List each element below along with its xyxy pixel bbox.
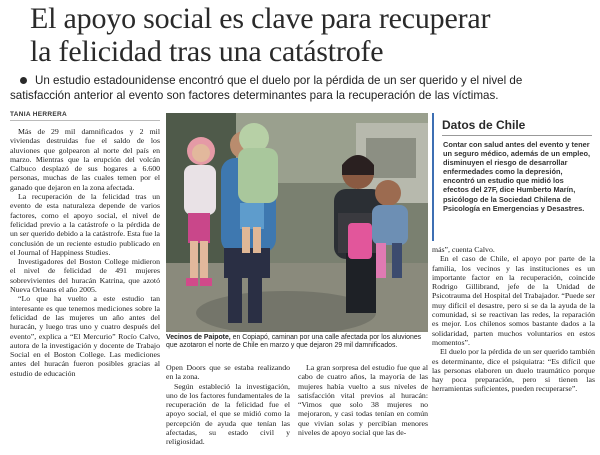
article-column-3 [298, 363, 428, 437]
paragraph: Investigadores del Boston College midieron el nivel de felicidad de 491 mujeres sobrevivientes del huracán Katrina, que azotó Nueva Orleans el año 2005. [10, 257, 160, 295]
paragraph: En el caso de Chile, el apoyo por parte de la familia, los vecinos y las instituciones es un importante factor en la recuperación, coincide Rodrigo Gillibrand, jefe de la Unidad de Psicotrauma del Hospital del Trabajador. “Puede ser muy difícil el desastre, pero si se da la ayuda de la comunidad, si se reactivan las redes, la reparación es mejor. Los chilenos somos bastante dados a la solidaridad, parten muchos voluntarios en estos momentos”. [432, 254, 595, 347]
deck [10, 73, 594, 103]
paragraph: El duelo por la pérdida de un ser querido también es determinante, dice el psiquiatra: “Es difícil que las personas elaboren un duelo traumático porque hay poca preparación, pero si tienen las herramientas suficientes, pueden recuperarse”. [432, 347, 595, 394]
article-column-4 [432, 245, 595, 394]
photo-illustration [166, 113, 428, 332]
paragraph: La recuperación de la felicidad tras un evento de esta naturaleza depende de varios factores, como el apoyo social, el nivel de felicidad previo a la catástrofe o la pérdida de un ser querido debido a la catástrofe. Esta fue la conclusión de un reciente estudio publicado en el Journal of Happiness Studies. [10, 192, 160, 257]
deck-line-1: Un estudio estadounidense encontró que el duelo por la pérdida de un ser querido y el nivel de [35, 74, 523, 87]
bullet-icon [20, 77, 27, 84]
news-photo [166, 113, 428, 332]
headline-line-2: la felicidad tras una catástrofe [30, 35, 384, 68]
paragraph: “Lo que ha vuelto a este estudio tan interesante es que tenemos mediciones sobre la felicidad de las mujeres un año antes del huracán, y luego tras uno y cuatro después del evento”, explica a “El Mercurio” Rocío Calvo, autora de la investigación y docente de Trabajo Social en el Boston College. Las mediciones antes del huracán fueron posibles gracias al estudio de educación [10, 294, 160, 378]
paragraph: La gran sorpresa del estudio fue que al cabo de cuatro años, la mayoría de las mujeres había vuelto a sus niveles de satisfacción vital previos al huracán: “Vimos que solo 38 mujeres no mejoraron, y casi todas tenían en común que vivían solas y percibían menores niveles de apoyo social que las de- [298, 363, 428, 438]
deck-line-2: satisfacción anterior al evento son factores determinantes para la recuperación de las víctimas. [10, 89, 499, 102]
paragraph: Más de 29 mil damnificados y 2 mil viviendas destruidas fue el saldo de los aluviones que golpearon al norte del país en marzo. Mientras que la erupción del volcán Calbuco desplazó de sus hogares a 6.600 personas, muchas de las cuales temen por el ganado que dejaron en la zona afectada. [10, 127, 160, 192]
article-column-2 [166, 363, 290, 447]
paragraph: más”, cuenta Calvo. [432, 245, 495, 254]
caption-text: en Copiapó, caminan por una calle afectada por los aluviones que azotaron el norte de Chile en marzo y que dejaron 29 mil damnificados. [166, 334, 422, 350]
photo-caption [166, 334, 428, 351]
paragraph: Según estableció la investigación, uno de los factores fundamentales de la recuperación de la felicidad fue el apoyo social, el que se midió como la percepción de ayuda que tenían las afectadas, su estado civil y religiosidad. [166, 381, 290, 447]
byline: TANIA HERRERA [10, 111, 160, 121]
headline [30, 2, 590, 68]
headline-line-1: El apoyo social es clave para recuperar [30, 2, 491, 35]
paragraph: Open Doors que se estaba realizando en la zona. [166, 363, 290, 382]
sidebar-body: Contar con salud antes del evento y tener un seguro médico, además de un empleo, disminuyen el riesgo de desarrollar enfermedades como la depresión, encontró un estudio que midió los efectos del 27F, dice Humberto Marín, psicólogo de la Sociedad Chilena de Psicología en Emergencias y Desastres. [443, 140, 591, 213]
article-column-1 [10, 127, 160, 378]
sidebar-box [432, 113, 597, 241]
caption-lead: Vecinos de Paipote, [166, 334, 231, 341]
sidebar-title: Datos de Chile [442, 118, 592, 136]
